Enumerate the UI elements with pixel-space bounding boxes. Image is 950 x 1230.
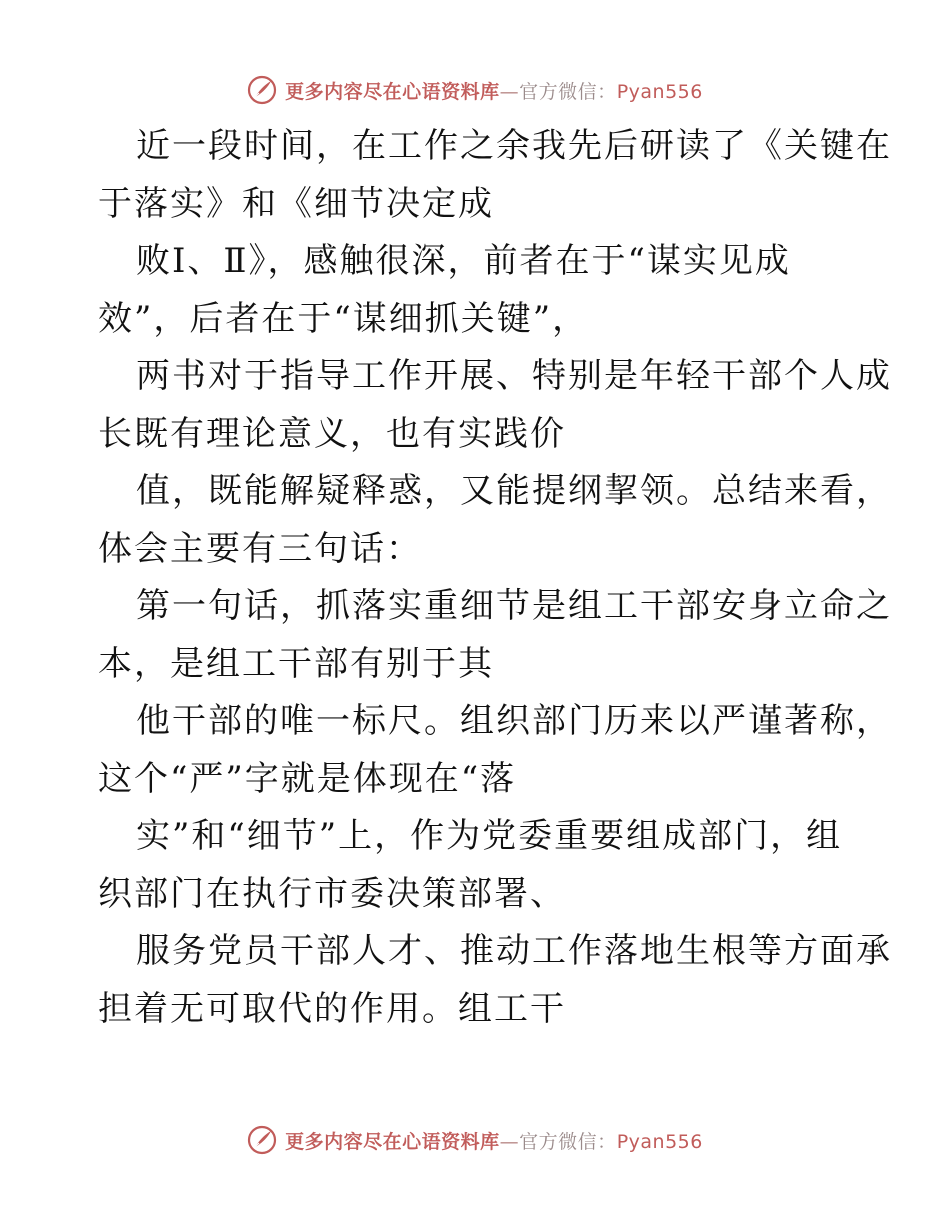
quill-pen-logo-icon (247, 1125, 277, 1155)
header-watermark (0, 70, 950, 110)
text-line: 第一句话，抓落实重细节是组工干部安身立命之 (136, 586, 892, 626)
watermark-wechat-id: Pyan556 (616, 1130, 703, 1153)
watermark-wechat-id: Pyan556 (616, 80, 703, 103)
text-line: 效”，后者在于“谋细抓关键”， (98, 298, 589, 339)
watermark-official-label: 官方微信： (519, 80, 617, 103)
watermark-official-label: 官方微信： (519, 1130, 617, 1153)
text-line: 服务党员干部人才、推动工作落地生根等方面承 (136, 931, 892, 971)
document-body (98, 118, 892, 1038)
text-line: 长既有理论意义，也有实践价 (98, 413, 566, 454)
text-line: 他干部的唯一标尺。组织部门历来以严谨著称， (136, 701, 892, 741)
text-line: 败Ⅰ、Ⅱ》，感触很深，前者在于“谋实见成 (136, 241, 791, 281)
text-line: 体会主要有三句话： (98, 528, 422, 569)
text-line: 实”和“细节”上，作为党委重要组成部门，组 (136, 816, 843, 856)
watermark-separator: — (499, 1130, 520, 1153)
watermark-site: 更多内容尽在心语资料库 (285, 1130, 500, 1153)
text-line: 两书对于指导工作开展、特别是年轻干部个人成 (136, 356, 892, 396)
watermark-site: 更多内容尽在心语资料库 (285, 80, 500, 103)
text-line: 担着无可取代的作用。组工干 (98, 988, 566, 1029)
watermark-text (285, 1127, 703, 1154)
text-line: 织部门在执行市委决策部署、 (98, 873, 566, 914)
watermark-separator: — (499, 80, 520, 103)
footer-watermark (0, 1120, 950, 1160)
text-line: 本，是组工干部有别于其 (98, 643, 494, 684)
text-line: 于落实》和《细节决定成 (98, 183, 494, 224)
quill-pen-logo-icon (247, 75, 277, 105)
text-line: 值，既能解疑释惑，又能提纲挈领。总结来看， (136, 471, 892, 511)
text-line: 近一段时间，在工作之余我先后研读了《关键在 (136, 126, 892, 166)
watermark-text (285, 77, 703, 104)
text-line: 这个“严”字就是体现在“落 (98, 758, 517, 799)
